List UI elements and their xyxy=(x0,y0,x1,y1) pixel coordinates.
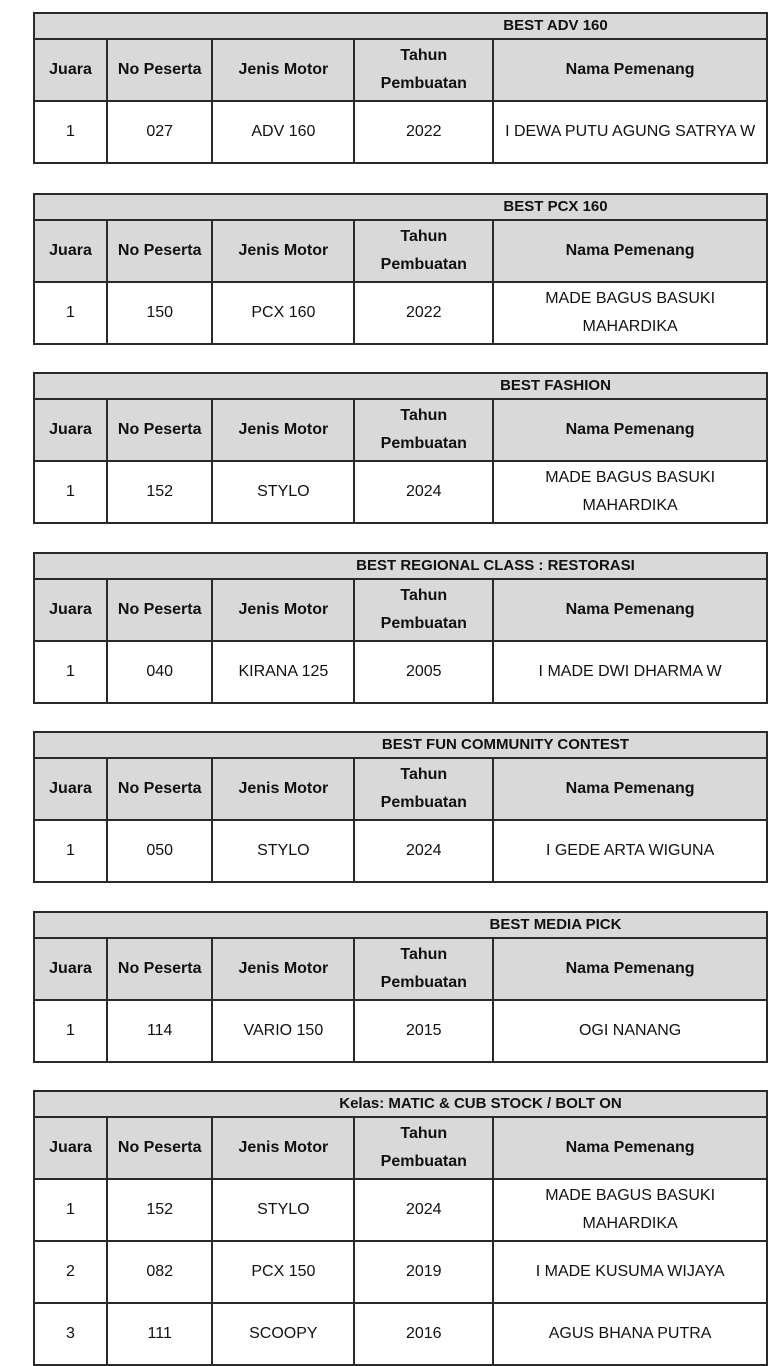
table-title: BEST MEDIA PICK xyxy=(489,916,622,933)
table-title-cell xyxy=(34,373,767,399)
rank-cell: 1 xyxy=(34,1000,107,1062)
column-header: Juara xyxy=(34,1117,107,1179)
table-title-cell xyxy=(34,553,767,579)
motor-type-cell: PCX 160 xyxy=(212,282,354,344)
table-title-row xyxy=(34,13,767,39)
column-header: Jenis Motor xyxy=(212,39,354,101)
column-header: No Peserta xyxy=(107,220,212,282)
results-table xyxy=(33,731,768,883)
results-table xyxy=(33,193,768,345)
motor-type-cell: STYLO xyxy=(212,461,354,523)
motor-type-cell: KIRANA 125 xyxy=(212,641,354,703)
year-cell: 2022 xyxy=(354,282,493,344)
winner-name-cell: OGI NANANG xyxy=(493,1000,767,1062)
table-row xyxy=(34,461,767,523)
year-cell: 2022 xyxy=(354,101,493,163)
table-row xyxy=(34,1000,767,1062)
column-header: No Peserta xyxy=(107,938,212,1000)
rank-cell: 1 xyxy=(34,282,107,344)
column-header: Nama Pemenang xyxy=(493,220,767,282)
column-header: Tahun Pembuatan xyxy=(354,1117,493,1179)
column-header: Jenis Motor xyxy=(212,399,354,461)
column-header: Nama Pemenang xyxy=(493,938,767,1000)
column-header: Jenis Motor xyxy=(212,758,354,820)
table-row xyxy=(34,641,767,703)
table-header-row xyxy=(34,758,767,820)
participant-number-cell: 027 xyxy=(107,101,212,163)
winner-name-cell: I MADE KUSUMA WIJAYA xyxy=(493,1241,767,1303)
column-header: Juara xyxy=(34,758,107,820)
results-table xyxy=(33,1090,768,1366)
motor-type-cell: STYLO xyxy=(212,820,354,882)
table-title: BEST REGIONAL CLASS : RESTORASI xyxy=(356,557,635,574)
table-header-row xyxy=(34,39,767,101)
column-header: No Peserta xyxy=(107,1117,212,1179)
table-title: BEST FUN COMMUNITY CONTEST xyxy=(381,736,630,753)
motor-type-cell: ADV 160 xyxy=(212,101,354,163)
participant-number-cell: 114 xyxy=(107,1000,212,1062)
column-header: No Peserta xyxy=(107,758,212,820)
participant-number-cell: 111 xyxy=(107,1303,212,1365)
rank-cell: 3 xyxy=(34,1303,107,1365)
year-cell: 2015 xyxy=(354,1000,493,1062)
table-title-row xyxy=(34,1091,767,1117)
motor-type-cell: STYLO xyxy=(212,1179,354,1241)
column-header: Tahun Pembuatan xyxy=(354,399,493,461)
participant-number-cell: 152 xyxy=(107,461,212,523)
winner-name-cell: I GEDE ARTA WIGUNA xyxy=(493,820,767,882)
table-title: BEST PCX 160 xyxy=(503,198,608,215)
table-title-cell xyxy=(34,912,767,938)
winner-name-cell: I MADE DWI DHARMA W xyxy=(493,641,767,703)
table-header-row xyxy=(34,399,767,461)
results-table xyxy=(33,911,768,1063)
column-header: Juara xyxy=(34,220,107,282)
table-row xyxy=(34,1241,767,1303)
results-table xyxy=(33,12,768,164)
year-cell: 2019 xyxy=(354,1241,493,1303)
table-title-row xyxy=(34,373,767,399)
column-header: Tahun Pembuatan xyxy=(354,938,493,1000)
year-cell: 2024 xyxy=(354,461,493,523)
year-cell: 2024 xyxy=(354,1179,493,1241)
column-header: Tahun Pembuatan xyxy=(354,220,493,282)
column-header: Nama Pemenang xyxy=(493,399,767,461)
column-header: Jenis Motor xyxy=(212,579,354,641)
rank-cell: 1 xyxy=(34,101,107,163)
table-title-cell xyxy=(34,1091,767,1117)
winner-name-cell: MADE BAGUS BASUKI MAHARDIKA xyxy=(493,1179,767,1241)
table-title-row xyxy=(34,732,767,758)
column-header: Tahun Pembuatan xyxy=(354,758,493,820)
column-header: Juara xyxy=(34,579,107,641)
winner-name-cell: MADE BAGUS BASUKI MAHARDIKA xyxy=(493,461,767,523)
table-row xyxy=(34,1179,767,1241)
table-title: BEST FASHION xyxy=(500,377,611,394)
motor-type-cell: SCOOPY xyxy=(212,1303,354,1365)
column-header: Nama Pemenang xyxy=(493,758,767,820)
table-title-cell xyxy=(34,194,767,220)
rank-cell: 1 xyxy=(34,461,107,523)
table-title-row xyxy=(34,912,767,938)
year-cell: 2016 xyxy=(354,1303,493,1365)
participant-number-cell: 150 xyxy=(107,282,212,344)
column-header: No Peserta xyxy=(107,579,212,641)
column-header: Tahun Pembuatan xyxy=(354,579,493,641)
rank-cell: 1 xyxy=(34,820,107,882)
column-header: Jenis Motor xyxy=(212,220,354,282)
year-cell: 2024 xyxy=(354,820,493,882)
winner-name-cell: I DEWA PUTU AGUNG SATRYA W xyxy=(493,101,767,163)
column-header: Jenis Motor xyxy=(212,1117,354,1179)
column-header: Nama Pemenang xyxy=(493,39,767,101)
column-header: Tahun Pembuatan xyxy=(354,39,493,101)
table-title-row xyxy=(34,553,767,579)
table-title: Kelas: MATIC & CUB STOCK / BOLT ON xyxy=(339,1095,622,1112)
participant-number-cell: 152 xyxy=(107,1179,212,1241)
table-title-cell xyxy=(34,13,767,39)
participant-number-cell: 082 xyxy=(107,1241,212,1303)
table-row xyxy=(34,282,767,344)
motor-type-cell: VARIO 150 xyxy=(212,1000,354,1062)
column-header: Nama Pemenang xyxy=(493,579,767,641)
column-header: No Peserta xyxy=(107,399,212,461)
table-row xyxy=(34,101,767,163)
column-header: No Peserta xyxy=(107,39,212,101)
table-header-row xyxy=(34,579,767,641)
table-row xyxy=(34,1303,767,1365)
column-header: Juara xyxy=(34,399,107,461)
rank-cell: 1 xyxy=(34,1179,107,1241)
participant-number-cell: 050 xyxy=(107,820,212,882)
motor-type-cell: PCX 150 xyxy=(212,1241,354,1303)
rank-cell: 2 xyxy=(34,1241,107,1303)
winner-name-cell: MADE BAGUS BASUKI MAHARDIKA xyxy=(493,282,767,344)
results-table xyxy=(33,372,768,524)
table-header-row xyxy=(34,938,767,1000)
table-row xyxy=(34,820,767,882)
table-title-row xyxy=(34,194,767,220)
table-title-cell xyxy=(34,732,767,758)
table-header-row xyxy=(34,1117,767,1179)
participant-number-cell: 040 xyxy=(107,641,212,703)
rank-cell: 1 xyxy=(34,641,107,703)
table-header-row xyxy=(34,220,767,282)
year-cell: 2005 xyxy=(354,641,493,703)
winner-name-cell: AGUS BHANA PUTRA xyxy=(493,1303,767,1365)
column-header: Nama Pemenang xyxy=(493,1117,767,1179)
column-header: Jenis Motor xyxy=(212,938,354,1000)
column-header: Juara xyxy=(34,39,107,101)
results-table xyxy=(33,552,768,704)
column-header: Juara xyxy=(34,938,107,1000)
table-title: BEST ADV 160 xyxy=(503,17,608,34)
